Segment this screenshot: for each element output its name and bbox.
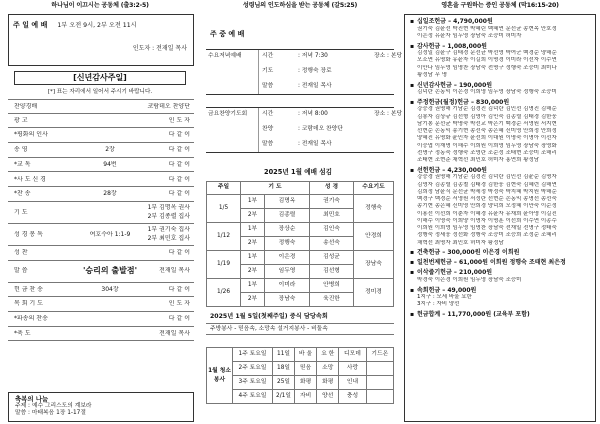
order-row (8, 224, 194, 246)
offering-heading (410, 43, 590, 51)
order-detail: 94번 (103, 160, 117, 168)
duty-part: 2부 (241, 237, 265, 251)
order-detail: 304장 (101, 285, 119, 293)
offering-names: 이은정 유윤자 임두영 장남숙 조승미 허미자 (417, 32, 522, 39)
duty-date: 1/19 (207, 251, 241, 279)
duty-part: 2부 (241, 265, 265, 279)
order-leader: 다 같 이 (168, 160, 190, 168)
offering-title: 선헌헌금 – 4,230,000원 (417, 166, 487, 174)
offering-names: 선현순 손동익 송기현 송선숙 송은혜 신미영 안희정 안희정 (417, 128, 557, 134)
order-row (8, 246, 194, 261)
offering-names: 황정남 무 명 (417, 71, 448, 78)
duty-part: 1부 (241, 279, 265, 293)
offering-names: 이해수 이영숙 이희양 이명자 이명훈 이선희 이수연 이종수 (417, 217, 557, 224)
offering-section (410, 167, 590, 247)
offering-names: 이안나 임두영 임명찬 장남숙 전명구 정행숙 조승미 최미나 (417, 64, 557, 71)
order-leader: 2부 김종렬 집사 (147, 213, 190, 221)
offering-names: 남기봉 문선균 박명숙 박선교 박은기 백경순 서영원 서지현 (417, 120, 557, 127)
table-row (207, 362, 394, 376)
offering-names: 오소연 유명화 유윤자 이길희 이명경 이미라 이선자 이수연 (417, 57, 557, 64)
offering-title: 일천번제헌금 – 61,000원 이희원 정행숙 조태현 최은정 (417, 259, 566, 267)
duty-wed-prayer: 장남숙 (354, 251, 394, 279)
order-leader: 1부 김명옥 권사 (147, 203, 190, 211)
order-item: *평화의 인사 (14, 131, 48, 139)
service-time: : 저녁 8:00 (298, 111, 328, 117)
offering-names: 이승엽 이재명 이해수 이희원 이희영 임두영 장남숙 장영화 (417, 142, 557, 149)
sunday-worship-column (0, 0, 200, 424)
service-time-row (262, 111, 403, 118)
duty-wed-prayer: 정미경 (354, 279, 394, 307)
table-header-row (207, 182, 394, 195)
offering-list (404, 14, 596, 422)
duty-part: 1부 (241, 251, 265, 265)
worship-times: 1부 오전 9시, 2부 오전 11시 (57, 22, 137, 29)
duty-reading: 송선숙 (310, 237, 354, 251)
cleaning-label: 1월 청소 봉사 (207, 348, 233, 404)
bullet-icon: ▪ (410, 81, 415, 89)
offering-section (410, 249, 590, 257)
duty-prayer: 이미라 (265, 279, 310, 293)
order-leader: 전재일 목사 (159, 329, 190, 337)
bullet-icon: ▪ (410, 311, 415, 318)
order-item: *파송의 찬송 (14, 314, 48, 322)
duty-part: 2부 (241, 209, 265, 223)
service-time: : 저녁 7:30 (298, 53, 328, 59)
column-header: 주일 (207, 182, 241, 195)
order-leader: 코람데오 찬양단 (147, 102, 190, 110)
order-item: *찬 송 (14, 190, 31, 198)
bullet-icon: ▪ (410, 42, 415, 50)
order-row (8, 99, 194, 114)
table-row (207, 376, 394, 390)
duty-schedule-table (206, 181, 394, 307)
order-leader: 다 같 이 (168, 146, 190, 154)
offering-section (410, 43, 590, 80)
order-item: *교 독 (14, 160, 31, 168)
duty-date: 1/26 (207, 279, 241, 307)
label: 시간 (262, 111, 274, 117)
order-detail: 여호수아 1:1-9 (89, 230, 131, 238)
table-row (207, 279, 394, 293)
order-leaders (142, 204, 194, 221)
offering-names: 채혁선 최명자 최민호 허미자 황정남 (417, 239, 504, 246)
duty-date: 1/12 (207, 223, 241, 251)
table-row (207, 195, 394, 209)
order-row (8, 283, 194, 298)
duty-date: 1/5 (207, 195, 241, 223)
cleaning-date: 11일 (273, 348, 295, 362)
order-leader: 다 같 이 (168, 314, 190, 322)
cleaning-group (366, 390, 393, 404)
offering-title: 헌금합계 – 11,770,000원 (교육부 포함) (417, 311, 530, 318)
duty-wed-prayer: 안경희 (354, 223, 394, 251)
offering-heading (410, 259, 590, 267)
order-leaders (142, 226, 194, 243)
offering-heading (410, 99, 590, 107)
offering-names: 박경숙 이은경 이희원 임두영 장남숙 조승미 (417, 276, 522, 283)
offering-title: 건축헌금 – 300,000원 이은경 이희원 (417, 249, 520, 257)
service-name: 금요찬양기도회 (208, 111, 248, 117)
offering-title: 감사헌금 – 1,008,000원 (417, 42, 487, 50)
offering-names: 정행숙 정세웅 정선화 정행숙 조승미 조승희 조정순 조혜리 (417, 232, 557, 239)
service-place: 장소 : 본당 (374, 53, 403, 59)
duty-reading: 안병희 (310, 279, 354, 293)
offering-heading (410, 18, 590, 26)
offering-names: 3지구 : 자비 양선 (417, 301, 460, 308)
service-word: : 전재일 목사 (298, 141, 332, 147)
weekday-worship-title: 주 중 예 배 (210, 30, 245, 38)
duty-prayer: 김명옥 (265, 195, 310, 209)
offering-names: 조태현 조현준 채혁선 최민호 허미자 홍연희 황정남 (417, 157, 540, 163)
offering-names: 전명구 정동숙 정행숙 조영란 조순정 조태현 조승미 조해리 (417, 149, 557, 156)
order-item: 성 찬 (14, 248, 28, 256)
service-time-row (262, 53, 403, 60)
cleaning-group: 믿음 (295, 362, 317, 376)
duty-reading: 권기숙 (310, 195, 354, 209)
sunday-worship-box (8, 14, 194, 66)
order-row (8, 187, 194, 202)
offering-heading (410, 287, 590, 295)
order-item: *사 도 신 경 (14, 175, 46, 183)
bullet-icon: ▪ (410, 98, 415, 106)
offering-names: 백경구 백경순 서영원 서정란 선현순 손동익 송명선 송선숙 (417, 196, 557, 202)
bullet-icon: ▪ (410, 259, 415, 267)
sermon-sharing-title: 축복의 나눔 (15, 395, 49, 403)
sermon-theme: 주제 : 예수 그리스도의 계보라 (15, 403, 92, 409)
order-leader: 다 같 이 (168, 175, 190, 183)
order-item: *축 도 (14, 329, 31, 337)
order-leader: 다 같 이 (168, 285, 190, 293)
service-lead-row (262, 126, 343, 133)
stand-note: [*] 표는 자리에서 일어서 주시기 바랍니다. (47, 89, 153, 95)
duty-prayer: 정행숙 (265, 237, 310, 251)
column-header: 영혼을 구원하는 증인 공동체 (막16:15-20) (441, 2, 559, 9)
service-lead: : 코람데오 찬양단 (298, 126, 343, 132)
bullet-icon: ▪ (410, 286, 415, 294)
offering-title: 주정헌금(월정)헌금 – 830,000원 (417, 98, 510, 106)
table-row (207, 348, 394, 362)
offering-names: 강승경 권명해 기남순 김경진 김덕란 김민선 김윤순 김명자 (417, 174, 557, 181)
table-row (207, 251, 394, 265)
column-header: 성 경 (310, 182, 354, 195)
cleaning-group: 양선 (317, 390, 339, 404)
offering-names: 강승경 권명해 기남순 김경진 김덕란 김민선 김명진 김해순 (417, 106, 557, 113)
order-detail: 2장 (105, 146, 115, 154)
offering-names: 이희원 이희영 임두영 임명찬 장남숙 전재일 전명구 정태숙 (417, 225, 557, 231)
cleaning-group: 사랑 (339, 362, 366, 376)
service-lead: : 정행숙 장로 (298, 68, 332, 74)
offering-names: 김희정 남윤식 문선균 박세정 박정숙 박지혜 박지원 박해순 (417, 188, 557, 195)
worship-title-line (13, 21, 137, 30)
divider (258, 108, 259, 152)
cleaning-group: 인내 (339, 376, 366, 390)
offering-section (410, 18, 590, 40)
meal-duty-title: 2025년 1월 5일(첫째주일) 중식 담당속회 (210, 313, 328, 320)
offering-title: 신년감사헌금 – 190,000원 (417, 81, 493, 89)
worship-preacher: 인도자 : 전재일 목사 (132, 45, 187, 52)
offering-heading (410, 167, 590, 175)
service-place: 장소 : 본당 (374, 111, 403, 117)
offering-section (410, 269, 590, 284)
column-header: 하나님이 이끄시는 공동체 (출3:2-5) (51, 2, 149, 9)
order-row (8, 202, 194, 224)
cleaning-group: 소망 (317, 362, 339, 376)
order-item: 송 영 (14, 146, 28, 154)
duty-reading: 김선형 (310, 265, 354, 279)
duty-reading: 김성균 (310, 251, 354, 265)
cleaning-week: 1주 토요일 (233, 348, 273, 362)
offering-names: 김정일 김윤구 김태경 문선균 박선영 박여군 백경순 양해순 (417, 50, 557, 56)
bullet-icon: ▪ (410, 269, 415, 277)
duty-prayer: 장상순 (265, 223, 310, 237)
order-row (8, 158, 194, 173)
label: 기도 (262, 68, 274, 74)
table-row (207, 390, 394, 404)
offering-heading (410, 249, 590, 257)
order-row (8, 261, 194, 283)
sermon-text: 말씀 : 마태복음 1장 1-17절 (15, 410, 86, 417)
friday-service (206, 107, 403, 153)
cleaning-week: 2주 토요일 (233, 362, 273, 376)
duty-prayer: 임두영 (265, 265, 310, 279)
order-item: 기 도 (14, 208, 28, 216)
worship-title: 주 일 예 배 (13, 21, 48, 29)
offering-names: 김영자 김종렬 김종철 김태경 김한웅 김현숙 김혜련 김해연 (417, 181, 557, 188)
duty-part: 1부 (241, 195, 265, 209)
service-name: 수요저녁예배 (208, 53, 242, 59)
order-row (8, 297, 194, 312)
offering-names: 김봉자 김상규 김선형 김영아 김인숙 김종렬 김태경 김한웅 (417, 113, 557, 120)
cleaning-week: 4주 토요일 (233, 390, 273, 404)
cleaning-group: 화평 (295, 376, 317, 390)
duty-schedule-title: 2025년 1월 예배 섬김 (264, 168, 333, 176)
label: 시간 (262, 53, 274, 59)
column-header: 수요기도 (354, 182, 394, 195)
offering-section (410, 311, 590, 319)
order-item: 목 회 기 도 (14, 300, 43, 308)
label: 말씀 (262, 83, 274, 89)
order-row (8, 312, 194, 327)
order-leader: 인 도 자 (168, 300, 190, 308)
offering-heading (410, 311, 590, 319)
offering-title: 십일조헌금 – 4,790,000원 (417, 18, 493, 25)
order-item: 성 경 봉 독 (14, 230, 43, 238)
offering-section (410, 287, 590, 309)
offering-section (410, 259, 590, 267)
offering-title: 이삭줍기헌금 – 210,000원 (417, 269, 493, 277)
cleaning-group: 바 울 (295, 348, 317, 362)
cleaning-group: 기드온 (366, 348, 393, 362)
offering-names: 이용선 이선희 이춘자 이혜경 유윤자 유재희 윤아영 이길진 (417, 210, 557, 217)
label: 찬양 (262, 126, 274, 132)
sermon-title: '승리의 출발점' (82, 266, 138, 275)
wednesday-service (206, 49, 403, 95)
cleaning-group: 충성 (339, 390, 366, 404)
order-leader: 2부 최민호 집사 (147, 235, 190, 243)
service-lead-row (262, 68, 332, 75)
cleaning-group (366, 376, 393, 390)
label: 말씀 (262, 141, 274, 147)
order-leader: 다 같 이 (168, 190, 190, 198)
duty-prayer: 김종렬 (265, 209, 310, 223)
service-word-row (262, 141, 332, 148)
table-row (207, 223, 394, 237)
divider (258, 50, 259, 94)
weekday-worship-column (200, 0, 403, 424)
cleaning-date: 18일 (273, 362, 295, 376)
cleaning-schedule-table (206, 347, 394, 404)
order-row (8, 327, 194, 342)
offering-column (400, 0, 600, 424)
order-row (8, 172, 194, 187)
duty-reading: 육진한 (310, 293, 354, 307)
worship-order (8, 99, 194, 341)
bullet-icon: ▪ (410, 18, 415, 25)
order-leader: 인 도 자 (168, 116, 190, 124)
cleaning-date: 2/1일 (273, 390, 295, 404)
cleaning-week: 3주 토요일 (233, 376, 273, 390)
offering-names: 1지구 : 모세 바울 요한 (417, 294, 472, 300)
order-item: 말 씀 (14, 267, 28, 275)
cleaning-group: 화평 (317, 376, 339, 390)
meal-duty-row: 주방봉사 - 믿음속, 소망속 설거지봉사 - 비둘속 (206, 323, 394, 335)
order-leader: 다 같 이 (168, 131, 190, 139)
offering-section (410, 82, 590, 97)
cleaning-date: 25일 (273, 376, 295, 390)
offering-heading (410, 269, 590, 277)
column-header: 성령님의 인도하심을 받는 공동체 (갈5:25) (242, 2, 358, 9)
order-item: 헌 금 찬 송 (14, 285, 43, 293)
order-row (8, 128, 194, 143)
cleaning-group: 자비 (295, 390, 317, 404)
cleaning-group (366, 362, 393, 376)
bullet-icon: ▪ (410, 249, 415, 257)
bullet-icon: ▪ (410, 166, 415, 174)
duty-prayer: 장남숙 (265, 293, 310, 307)
duty-part: 1부 (241, 223, 265, 237)
order-item: 광 고 (14, 116, 28, 124)
order-leader: 다 같 이 (168, 248, 190, 256)
sermon-sharing-box (8, 392, 194, 422)
order-leader: 1부 권기숙 집사 (147, 225, 190, 233)
column-header: 기 도 (241, 182, 310, 195)
offering-names: 김덕란 손동익 이은경 이희영 임두영 장남숙 정행숙 조승미 (417, 89, 557, 95)
offering-heading (410, 82, 590, 90)
offering-title: 속회헌금 – 49,000원 (417, 286, 477, 294)
duty-part: 2부 (241, 293, 265, 307)
service-word: : 전재일 목사 (298, 83, 332, 89)
duty-reading: 김인숙 (310, 223, 354, 237)
offering-section (410, 99, 590, 165)
duty-prayer: 이은경 (265, 251, 310, 265)
order-detail: 28장 (103, 190, 117, 198)
order-item: 찬양경배 (14, 102, 38, 110)
offering-names: 권기숙 김윤선 박진현 박혜린 백혜연 문선균 송현목 안호정 (417, 25, 557, 32)
cleaning-group: 요 한 (317, 348, 339, 362)
offering-names: 양혜진 유명화 윤민자 윤선희 이대원 이명숙 이명아 이선자 (417, 135, 557, 142)
special-sunday-title: [신년감사주일] (14, 71, 186, 85)
order-row (8, 114, 194, 129)
cleaning-group: 디모데 (339, 348, 366, 362)
order-row (8, 143, 194, 158)
offering-names: 송기현 송은혜 신미영 안희경 양덕희 오정혜 이만숙 이순정 (417, 203, 557, 210)
duty-wed-prayer: 정행숙 (354, 195, 394, 223)
order-leader: 전재일 목사 (159, 267, 190, 275)
service-word-row (262, 83, 332, 90)
duty-reading: 최민호 (310, 209, 354, 223)
